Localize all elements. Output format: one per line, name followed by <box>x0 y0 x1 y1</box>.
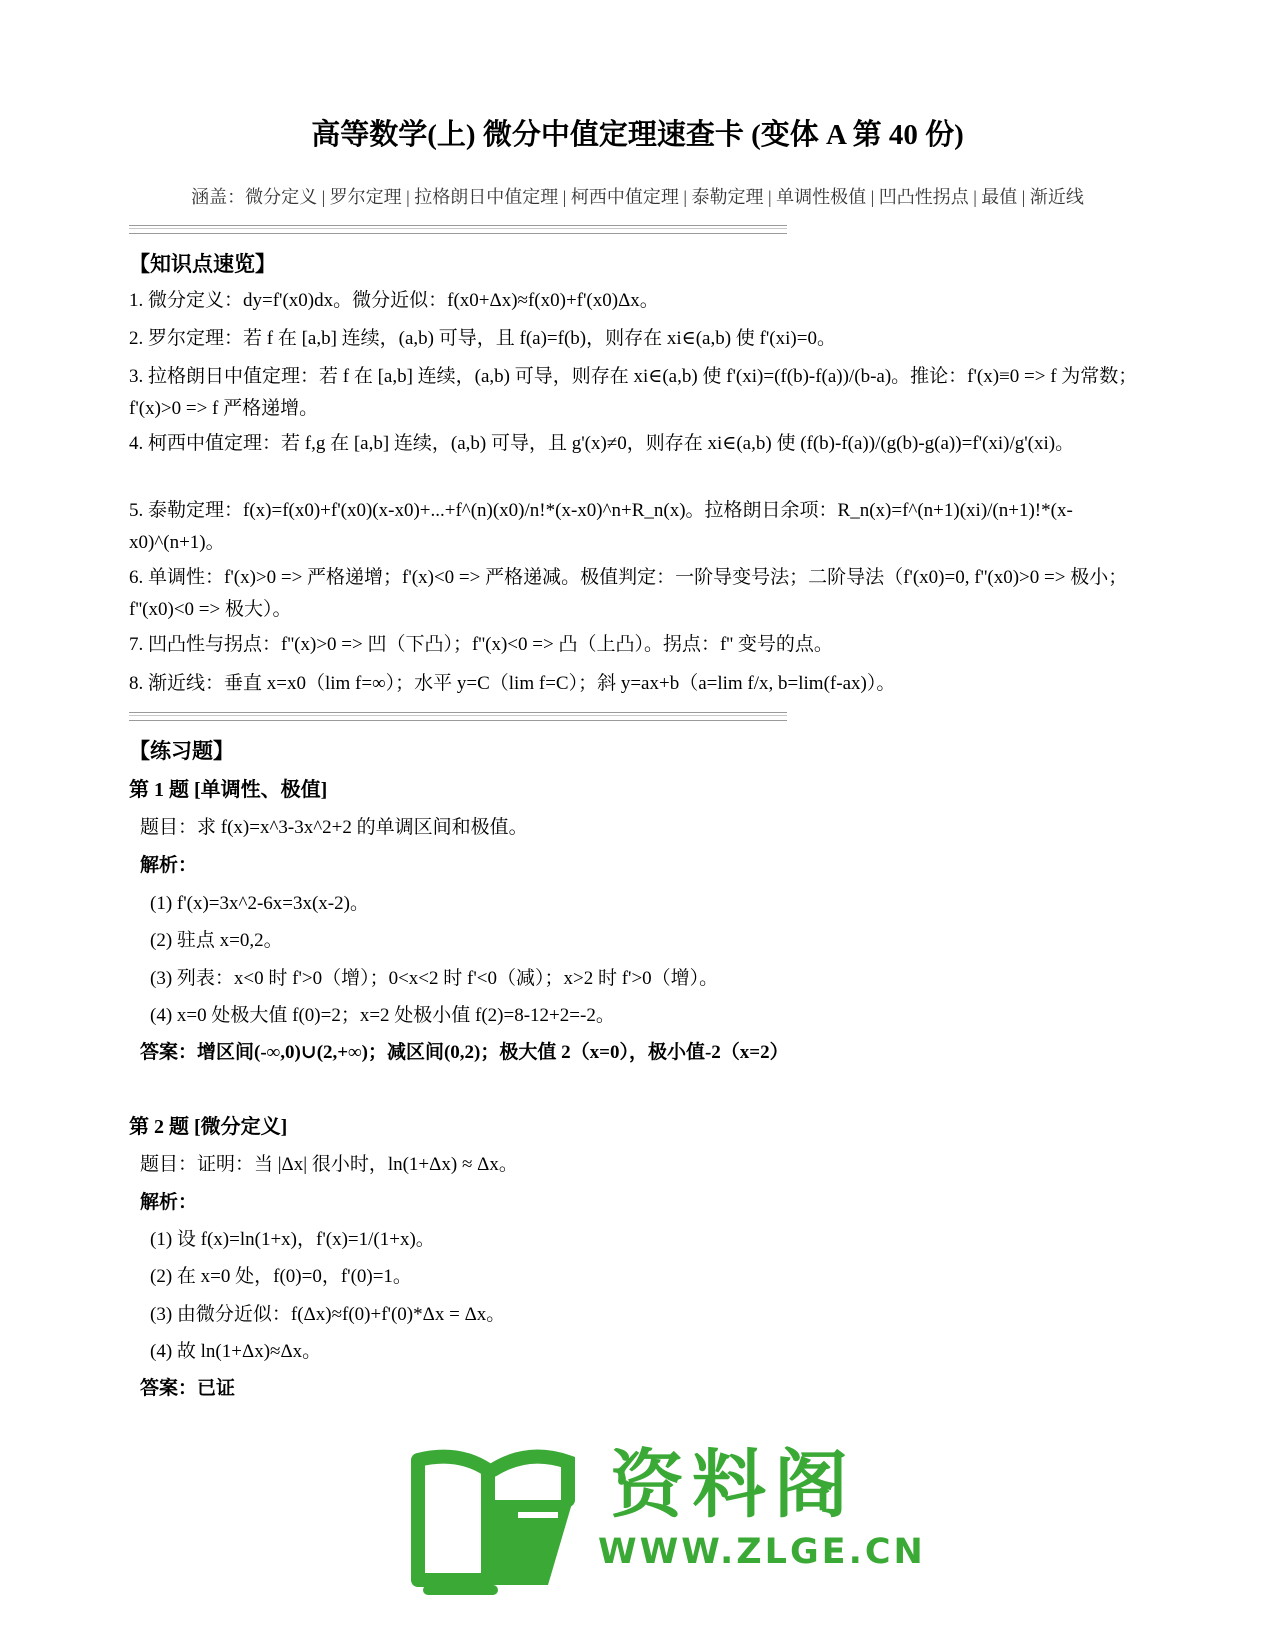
knowledge-item: 6. 单调性：f'(x)>0 => 严格递增；f'(x)<0 => 严格递减。极值判定：一阶导变号法；二阶导法（f'(x0)=0, f''(x0)>0 => 极小；f''(x0)<0 => 极大）。 <box>129 567 1128 620</box>
book-logo-icon <box>398 1440 598 1600</box>
divider <box>129 712 787 721</box>
knowledge-item: 2. 罗尔定理：若 f 在 [a,b] 连续，(a,b) 可导，且 f(a)=f(b)，则存在 xi∈(a,b) 使 f'(xi)=0。 <box>129 328 836 349</box>
question-2-step: (2) 在 x=0 处，f(0)=0，f'(0)=1。 <box>150 1266 412 1287</box>
question-1-header: 第 1 题 [单调性、极值] <box>129 779 328 801</box>
question-2-analysis-label: 解析： <box>140 1192 198 1213</box>
question-2-header: 第 2 题 [微分定义] <box>129 1116 288 1138</box>
question-1-step: (3) 列表：x<0 时 f'>0（增）；0<x<2 时 f'<0（减）；x>2 时 f'>0（增）。 <box>150 968 719 989</box>
page-title: 高等数学(上) 微分中值定理速查卡 (变体 A 第 40 份) <box>311 119 964 151</box>
knowledge-item: 1. 微分定义：dy=f'(x0)dx。微分近似：f(x0+Δx)≈f(x0)+f'(x0)Δx。 <box>129 290 659 311</box>
watermark-url: WWW.ZLGE.CN <box>598 1532 926 1572</box>
question-2-answer: 答案：已证 <box>140 1378 236 1399</box>
knowledge-heading: 【知识点速览】 <box>129 252 276 276</box>
question-1-step: (1) f'(x)=3x^2-6x=3x(x-2)。 <box>150 893 369 914</box>
question-1-text: 题目：求 f(x)=x^3-3x^2+2 的单调区间和极值。 <box>140 817 528 838</box>
question-2-step: (1) 设 f(x)=ln(1+x)，f'(x)=1/(1+x)。 <box>150 1229 435 1250</box>
knowledge-item: 8. 渐近线：垂直 x=x0（lim f=∞）；水平 y=C（lim f=C）；斜 y=ax+b（a=lim f/x, b=lim(f-ax)）。 <box>129 673 896 694</box>
divider <box>129 225 787 234</box>
knowledge-item: 5. 泰勒定理：f(x)=f(x0)+f'(x0)(x-x0)+...+f^(n)(x0)/n!*(x-x0)^n+R_n(x)。拉格朗日余项：R_n(x)=f^(n+1)(xi)/(n+1)!*(x-x0)^(n+1)。 <box>129 500 1073 553</box>
question-1-step: (4) x=0 处极大值 f(0)=2；x=2 处极小值 f(2)=8-12+2=-2。 <box>150 1005 615 1026</box>
knowledge-item: 7. 凹凸性与拐点：f''(x)>0 => 凹（下凸）；f''(x)<0 => 凸（上凸）。拐点：f'' 变号的点。 <box>129 634 833 655</box>
question-2-step: (4) 故 ln(1+Δx)≈Δx。 <box>150 1341 322 1362</box>
exercises-heading: 【练习题】 <box>129 739 234 763</box>
question-1-answer: 答案：增区间(-∞,0)∪(2,+∞)；减区间(0,2)；极大值 2（x=0），极小值-2（x=2） <box>140 1042 789 1063</box>
watermark-brand: 资料阁 <box>610 1442 856 1528</box>
knowledge-item: 3. 拉格朗日中值定理：若 f 在 [a,b] 连续，(a,b) 可导，则存在 xi∈(a,b) 使 f'(xi)=(f(b)-f(a))/(b-a)。推论：f'(x)≡0 => f 为常数；f'(x)>0 => f 严格递增。 <box>129 366 1138 419</box>
question-1-step: (2) 驻点 x=0,2。 <box>150 930 283 951</box>
question-2-text: 题目：证明：当 |Δx| 很小时，ln(1+Δx) ≈ Δx。 <box>140 1154 518 1175</box>
topics-subtitle: 涵盖：微分定义 | 罗尔定理 | 拉格朗日中值定理 | 柯西中值定理 | 泰勒定理 | 单调性极值 | 凹凸性拐点 | 最值 | 渐近线 <box>191 187 1084 207</box>
knowledge-item: 4. 柯西中值定理：若 f,g 在 [a,b] 连续，(a,b) 可导，且 g'(x)≠0，则存在 xi∈(a,b) 使 (f(b)-f(a))/(g(b)-g(a))=f'(xi)/g'(xi)。 <box>129 433 1075 454</box>
question-1-analysis-label: 解析： <box>140 855 198 876</box>
question-2-step: (3) 由微分近似：f(Δx)≈f(0)+f'(0)*Δx = Δx。 <box>150 1304 506 1325</box>
